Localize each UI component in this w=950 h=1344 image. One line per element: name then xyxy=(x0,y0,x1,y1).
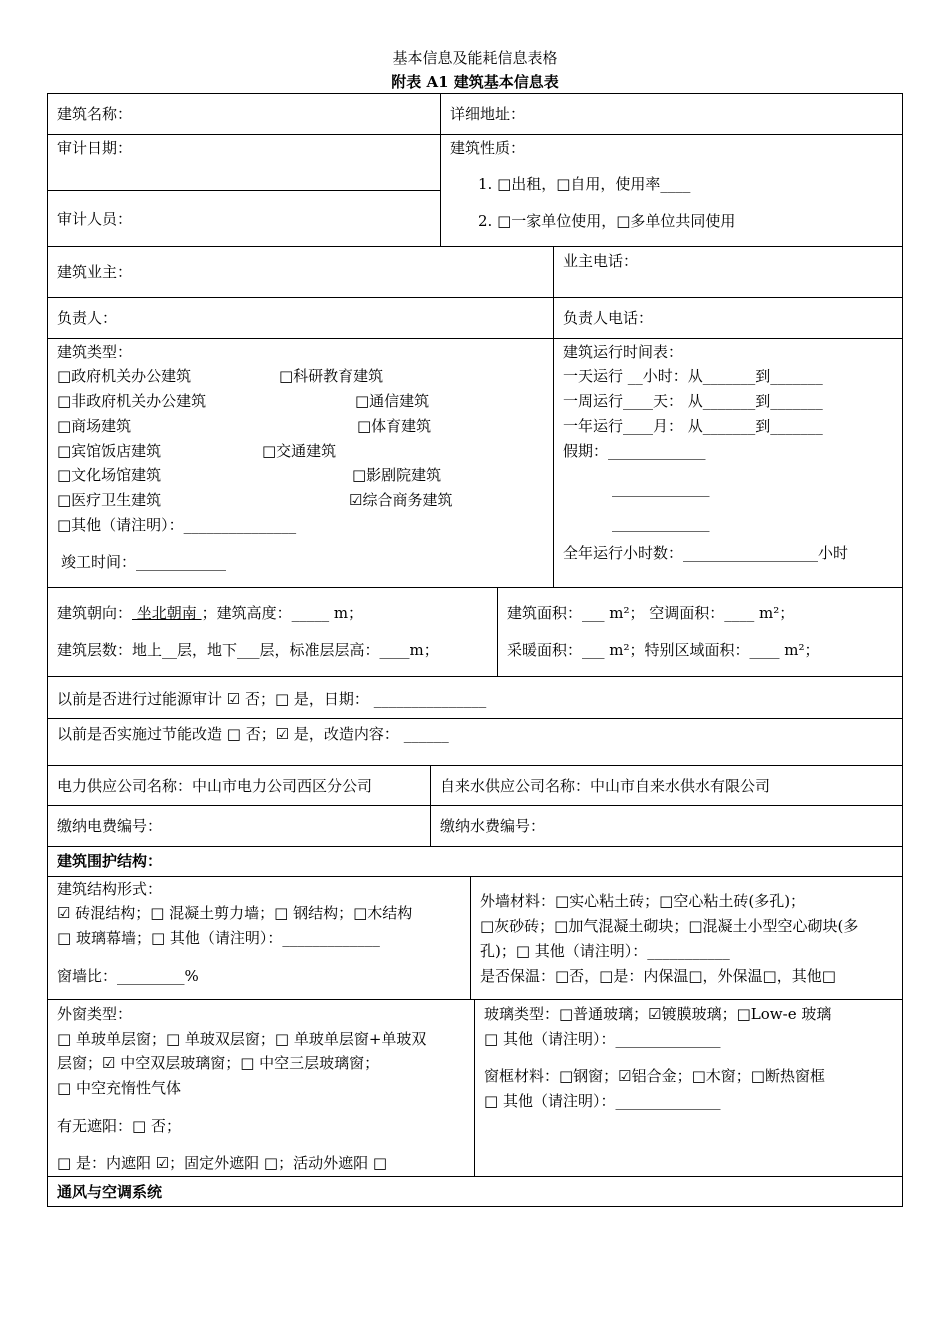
type-option: □宾馆饭店建筑 xyxy=(57,442,162,460)
schedule-holiday: 假期：_____________ xyxy=(563,442,706,460)
auditor-label: 审计人员： xyxy=(57,210,133,228)
building-type-label: 建筑类型： xyxy=(57,343,133,361)
type-option: □其他（请注明）：_______________ xyxy=(57,516,297,534)
wall-material-3: 孔)；□ 其他（请注明）：___________ xyxy=(480,942,730,960)
orientation-value: 坐北朝南 xyxy=(132,604,202,622)
glass-type-2: □ 其他（请注明）：______________ xyxy=(484,1030,721,1048)
type-option: □文化场馆建筑 xyxy=(57,466,162,484)
orientation-line xyxy=(57,603,363,623)
schedule-label: 建筑运行时间表： xyxy=(563,343,684,361)
owner-label: 建筑业主： xyxy=(57,263,133,281)
table-title: 附表 A1 建筑基本信息表 xyxy=(391,73,559,91)
schedule-year: 一年运行____月： 从_______到_______ xyxy=(563,417,823,435)
holiday-blank: _____________ xyxy=(612,479,710,497)
power-account-no: 缴纳电费编号： xyxy=(57,817,163,835)
schedule-day: 一天运行 __小时：从_______到_______ xyxy=(563,367,823,385)
type-option: □交通建筑 xyxy=(262,442,337,460)
window-type-3: □ 中空充惰性气体 xyxy=(57,1079,181,1097)
building-name-label: 建筑名称： xyxy=(57,105,133,123)
insulation-line: 是否保温：□否，□是：内保温□，外保温□，其他□ xyxy=(480,967,836,985)
principal-phone-label: 负责人电话： xyxy=(563,309,654,327)
audit-date-label: 审计日期： xyxy=(57,139,133,157)
type-option: □政府机关办公建筑 xyxy=(57,367,192,385)
area-line: 建筑面积：___ m²； 空调面积：____ m²； xyxy=(507,604,795,622)
type-option: □商场建筑 xyxy=(57,417,132,435)
document-title: 基本信息及能耗信息表格 xyxy=(392,49,558,67)
type-option: □通信建筑 xyxy=(355,392,430,410)
frame-material-2: □ 其他（请注明）：______________ xyxy=(484,1092,721,1110)
frame-material-1: 窗框材料：□钢窗；☑铝合金；□木窗；□断热窗框 xyxy=(484,1067,825,1085)
type-option: □科研教育建筑 xyxy=(279,367,384,385)
wall-material-1: 外墙材料：□实心粘土砖；□空心粘土砖(多孔)； xyxy=(480,892,806,910)
wall-material-2: □灰砂砖；□加气混凝土砌块；□混凝土小型空心砌块(多 xyxy=(480,917,859,935)
heating-area-line: 采暖面积：___ m²；特别区域面积：____ m²； xyxy=(507,641,820,659)
shading-label: 有无遮阳：□ 否； xyxy=(57,1117,181,1135)
orientation-label: 建筑朝向： xyxy=(57,604,133,622)
water-account-no: 缴纳水费编号： xyxy=(440,817,546,835)
envelope-heading: 建筑围护结构： xyxy=(57,852,163,870)
height-text: ；建筑高度：_____ m； xyxy=(201,604,364,622)
type-option: ☑综合商务建筑 xyxy=(349,491,453,509)
window-wall-ratio: 窗墙比：_________% xyxy=(57,967,199,985)
shading-options: □ 是：内遮阳 ☑；固定外遮阳 □；活动外遮阳 □ xyxy=(57,1154,388,1172)
hvac-heading: 通风与空调系统 xyxy=(57,1183,163,1201)
completion-time: 竣工时间：____________ xyxy=(61,553,227,571)
nature-option-1: 1. □出租，□自用，使用率____ xyxy=(478,175,691,193)
type-option: □影剧院建筑 xyxy=(352,466,442,484)
building-nature-label: 建筑性质： xyxy=(450,139,526,157)
schedule-week: 一周运行____天： 从_______到_______ xyxy=(563,392,823,410)
floors-line: 建筑层数：地上__层，地下___层，标准层层高：____m； xyxy=(57,641,439,659)
retrofit-history: 以前是否实施过节能改造 □ 否；☑ 是，改造内容： ______ xyxy=(57,725,449,743)
address-label: 详细地址： xyxy=(450,105,526,123)
owner-phone-label: 业主电话： xyxy=(563,252,639,270)
principal-label: 负责人： xyxy=(57,309,118,327)
glass-type-1: 玻璃类型：□普通玻璃；☑镀膜玻璃；□Low-e 玻璃 xyxy=(484,1005,832,1023)
type-option: □非政府机关办公建筑 xyxy=(57,392,207,410)
type-option: □体育建筑 xyxy=(357,417,432,435)
type-option: □医疗卫生建筑 xyxy=(57,491,162,509)
power-company: 电力供应公司名称：中山市电力公司西区分公司 xyxy=(57,777,373,795)
annual-hours: 全年运行小时数：__________________小时 xyxy=(563,544,849,562)
structure-label: 建筑结构形式： xyxy=(57,880,163,898)
window-type-2: 层窗；☑ 中空双层玻璃窗；□ 中空三层玻璃窗； xyxy=(57,1054,380,1072)
window-type-label: 外窗类型： xyxy=(57,1005,133,1023)
holiday-blank: _____________ xyxy=(612,514,710,532)
energy-audit-history: 以前是否进行过能源审计 ☑ 否；□ 是，日期： _______________ xyxy=(57,690,487,708)
water-company: 自来水供应公司名称：中山市自来水供水有限公司 xyxy=(440,777,771,795)
structure-options-2: □ 玻璃幕墙；□ 其他（请注明）：_____________ xyxy=(57,929,380,947)
window-type-1: □ 单玻单层窗；□ 单玻双层窗；□ 单玻单层窗+单玻双 xyxy=(57,1030,427,1048)
nature-option-2: 2. □一家单位使用，□多单位共同使用 xyxy=(478,212,736,230)
structure-options-1: ☑ 砖混结构；□ 混凝土剪力墙；□ 钢结构；□木结构 xyxy=(57,904,413,922)
